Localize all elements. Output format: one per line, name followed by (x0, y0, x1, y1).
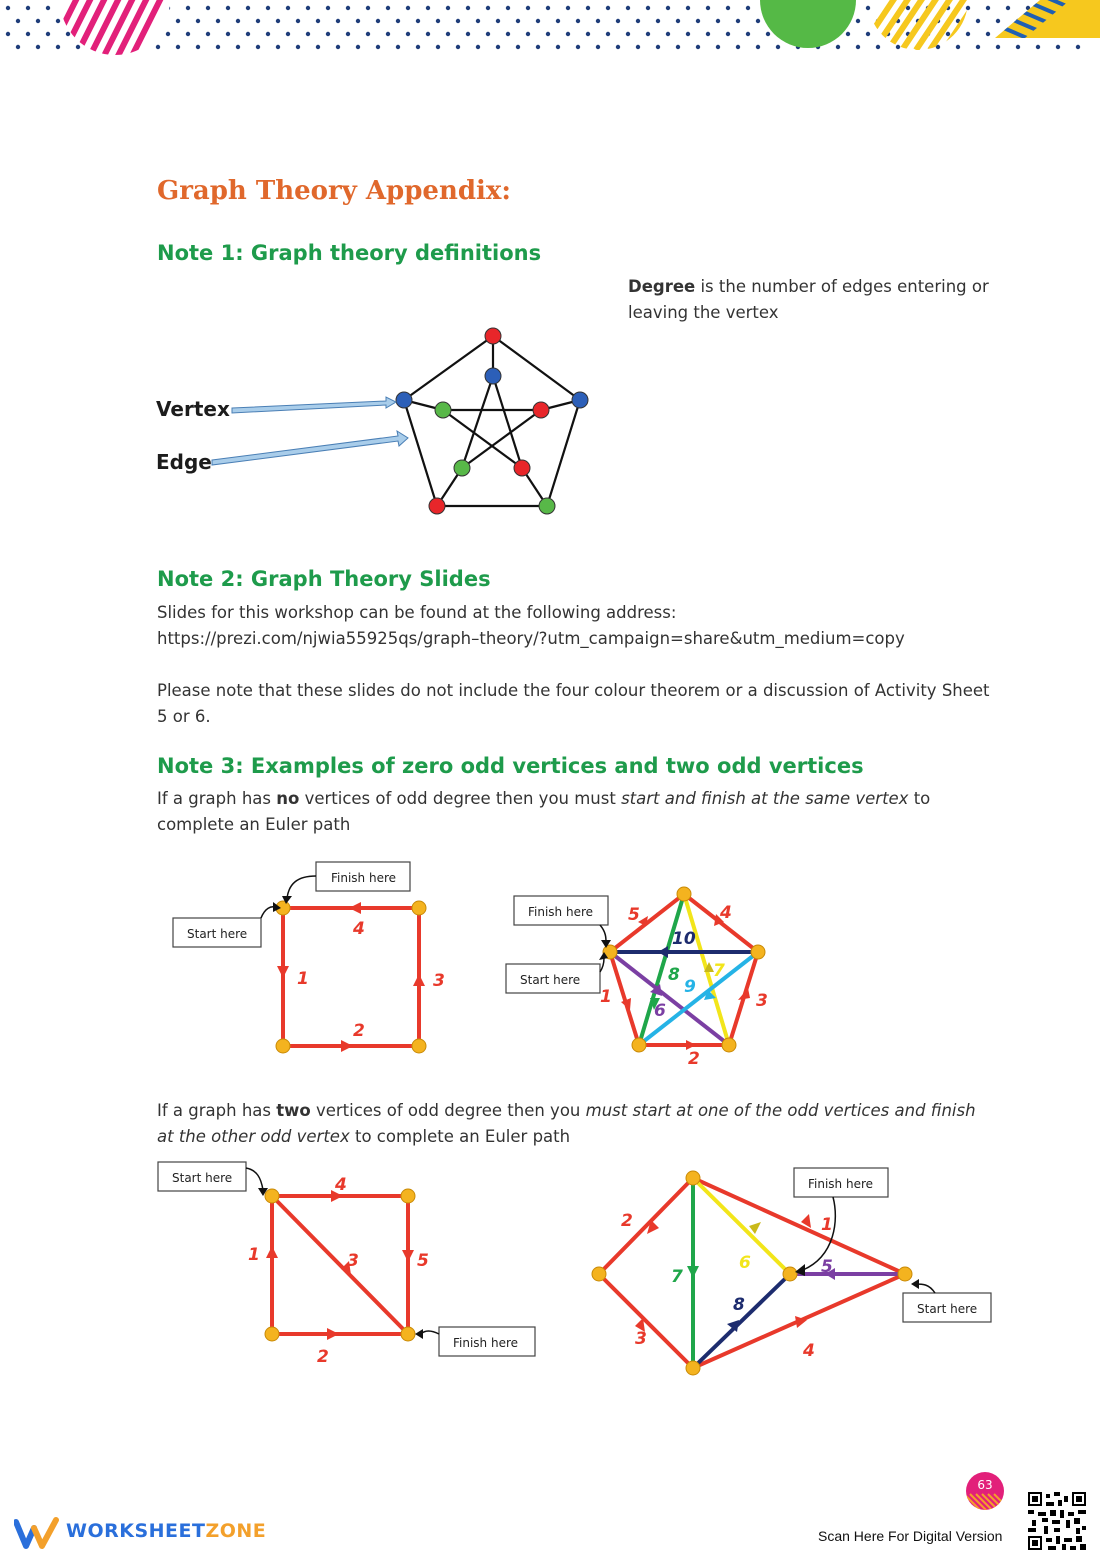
green-vertex (435, 402, 451, 418)
red-vertex (533, 402, 549, 418)
start-label: Start here (172, 1171, 233, 1185)
svg-text:5: 5 (417, 1251, 429, 1271)
degree-definition (628, 274, 998, 326)
red-vertex (485, 328, 501, 344)
scan-caption: Scan Here For Digital Version (818, 1528, 1003, 1544)
svg-text:4: 4 (720, 903, 732, 923)
start-label: Start here (187, 927, 248, 941)
svg-text:8: 8 (668, 965, 680, 985)
svg-text:1: 1 (821, 1215, 833, 1235)
slides-url[interactable]: https://prezi.com/njwia55925qs/graph–theory/?utm_campaign=share&utm_medium=copy (157, 629, 905, 648)
petersen-graph-figure (150, 320, 600, 525)
yellow-striped-arc-icon (860, 0, 984, 50)
note1-heading: Note 1: Graph theory definitions (157, 241, 542, 265)
svg-text:9: 9 (684, 977, 696, 997)
svg-text:4: 4 (353, 919, 365, 939)
finish-label: Finish here (453, 1336, 519, 1350)
svg-text:6: 6 (654, 1001, 666, 1021)
slides-note: Please note that these slides do not include the four colour theorem or a discussion of Activity Sheet 5 or 6. (157, 681, 990, 726)
svg-text:5: 5 (821, 1257, 833, 1277)
brand-name: WORKSHEETZONE (66, 1520, 267, 1542)
square-euler-circuit (165, 858, 455, 1058)
green-vertex (539, 498, 555, 514)
degree-term: Degree (628, 277, 696, 296)
page-number-badge (966, 1472, 1004, 1510)
slides-intro: Slides for this workshop can be found at the following address: (157, 603, 677, 622)
start-label: Start here (520, 973, 581, 987)
note2-heading: Note 2: Graph Theory Slides (157, 567, 491, 591)
green-vertex (454, 460, 470, 476)
svg-text:3: 3 (635, 1329, 647, 1349)
svg-text:6: 6 (739, 1253, 751, 1273)
svg-text:7: 7 (671, 1267, 683, 1287)
degree-text: is the number of edges entering or leaving the vertex (628, 277, 989, 322)
svg-text:3: 3 (756, 991, 768, 1011)
svg-text:7: 7 (713, 961, 725, 981)
finish-label: Finish here (331, 871, 397, 885)
note3-heading: Note 3: Examples of zero odd vertices and two odd vertices (157, 754, 864, 778)
page-title: Graph Theory Appendix: (157, 176, 512, 206)
worksheetzone-logo-icon (14, 1516, 60, 1550)
svg-text:10: 10 (672, 929, 696, 949)
green-semicircle-icon (760, 0, 856, 48)
svg-text:2: 2 (353, 1021, 365, 1041)
svg-text:3: 3 (347, 1251, 359, 1271)
svg-text:4: 4 (803, 1341, 815, 1361)
svg-text:1: 1 (297, 969, 309, 989)
svg-text:2: 2 (621, 1211, 633, 1231)
svg-text:2: 2 (688, 1049, 700, 1069)
two-odd-explanation: If a graph has two vertices of odd degree then you must start at one of the odd vertices and finish at the other odd vertex to complete an Euler path (157, 1101, 976, 1146)
pink-striped-circle-icon (46, 0, 190, 60)
page-number: 63 (977, 1478, 993, 1492)
red-vertex (429, 498, 445, 514)
finish-label: Finish here (528, 905, 594, 919)
pentagram-euler-circuit (500, 880, 800, 1070)
finish-label: Finish here (808, 1177, 874, 1191)
qr-code-icon[interactable] (1028, 1492, 1086, 1550)
svg-text:5: 5 (628, 905, 640, 925)
kite-euler-path (585, 1160, 995, 1380)
svg-text:3: 3 (433, 971, 445, 991)
blue-vertex (572, 392, 588, 408)
blue-vertex (485, 368, 501, 384)
svg-text:2: 2 (317, 1347, 329, 1367)
edge-pointer-arrow (212, 431, 408, 465)
square-diagonal-euler-path (155, 1158, 555, 1373)
decorative-header (0, 0, 1100, 60)
red-vertex (514, 460, 530, 476)
svg-text:8: 8 (733, 1295, 745, 1315)
svg-text:1: 1 (600, 987, 612, 1007)
edge-label: Edge (156, 450, 212, 474)
zero-odd-explanation: If a graph has no vertices of odd degree then you must start and finish at the same vertex to complete an Euler path (157, 789, 931, 834)
blue-yellow-corner-icon (985, 0, 1100, 50)
blue-vertex (396, 392, 412, 408)
svg-text:1: 1 (248, 1245, 260, 1265)
vertex-label: Vertex (156, 397, 230, 421)
svg-text:4: 4 (335, 1175, 347, 1195)
vertex-pointer-arrow (232, 397, 396, 413)
start-label: Start here (917, 1302, 978, 1316)
